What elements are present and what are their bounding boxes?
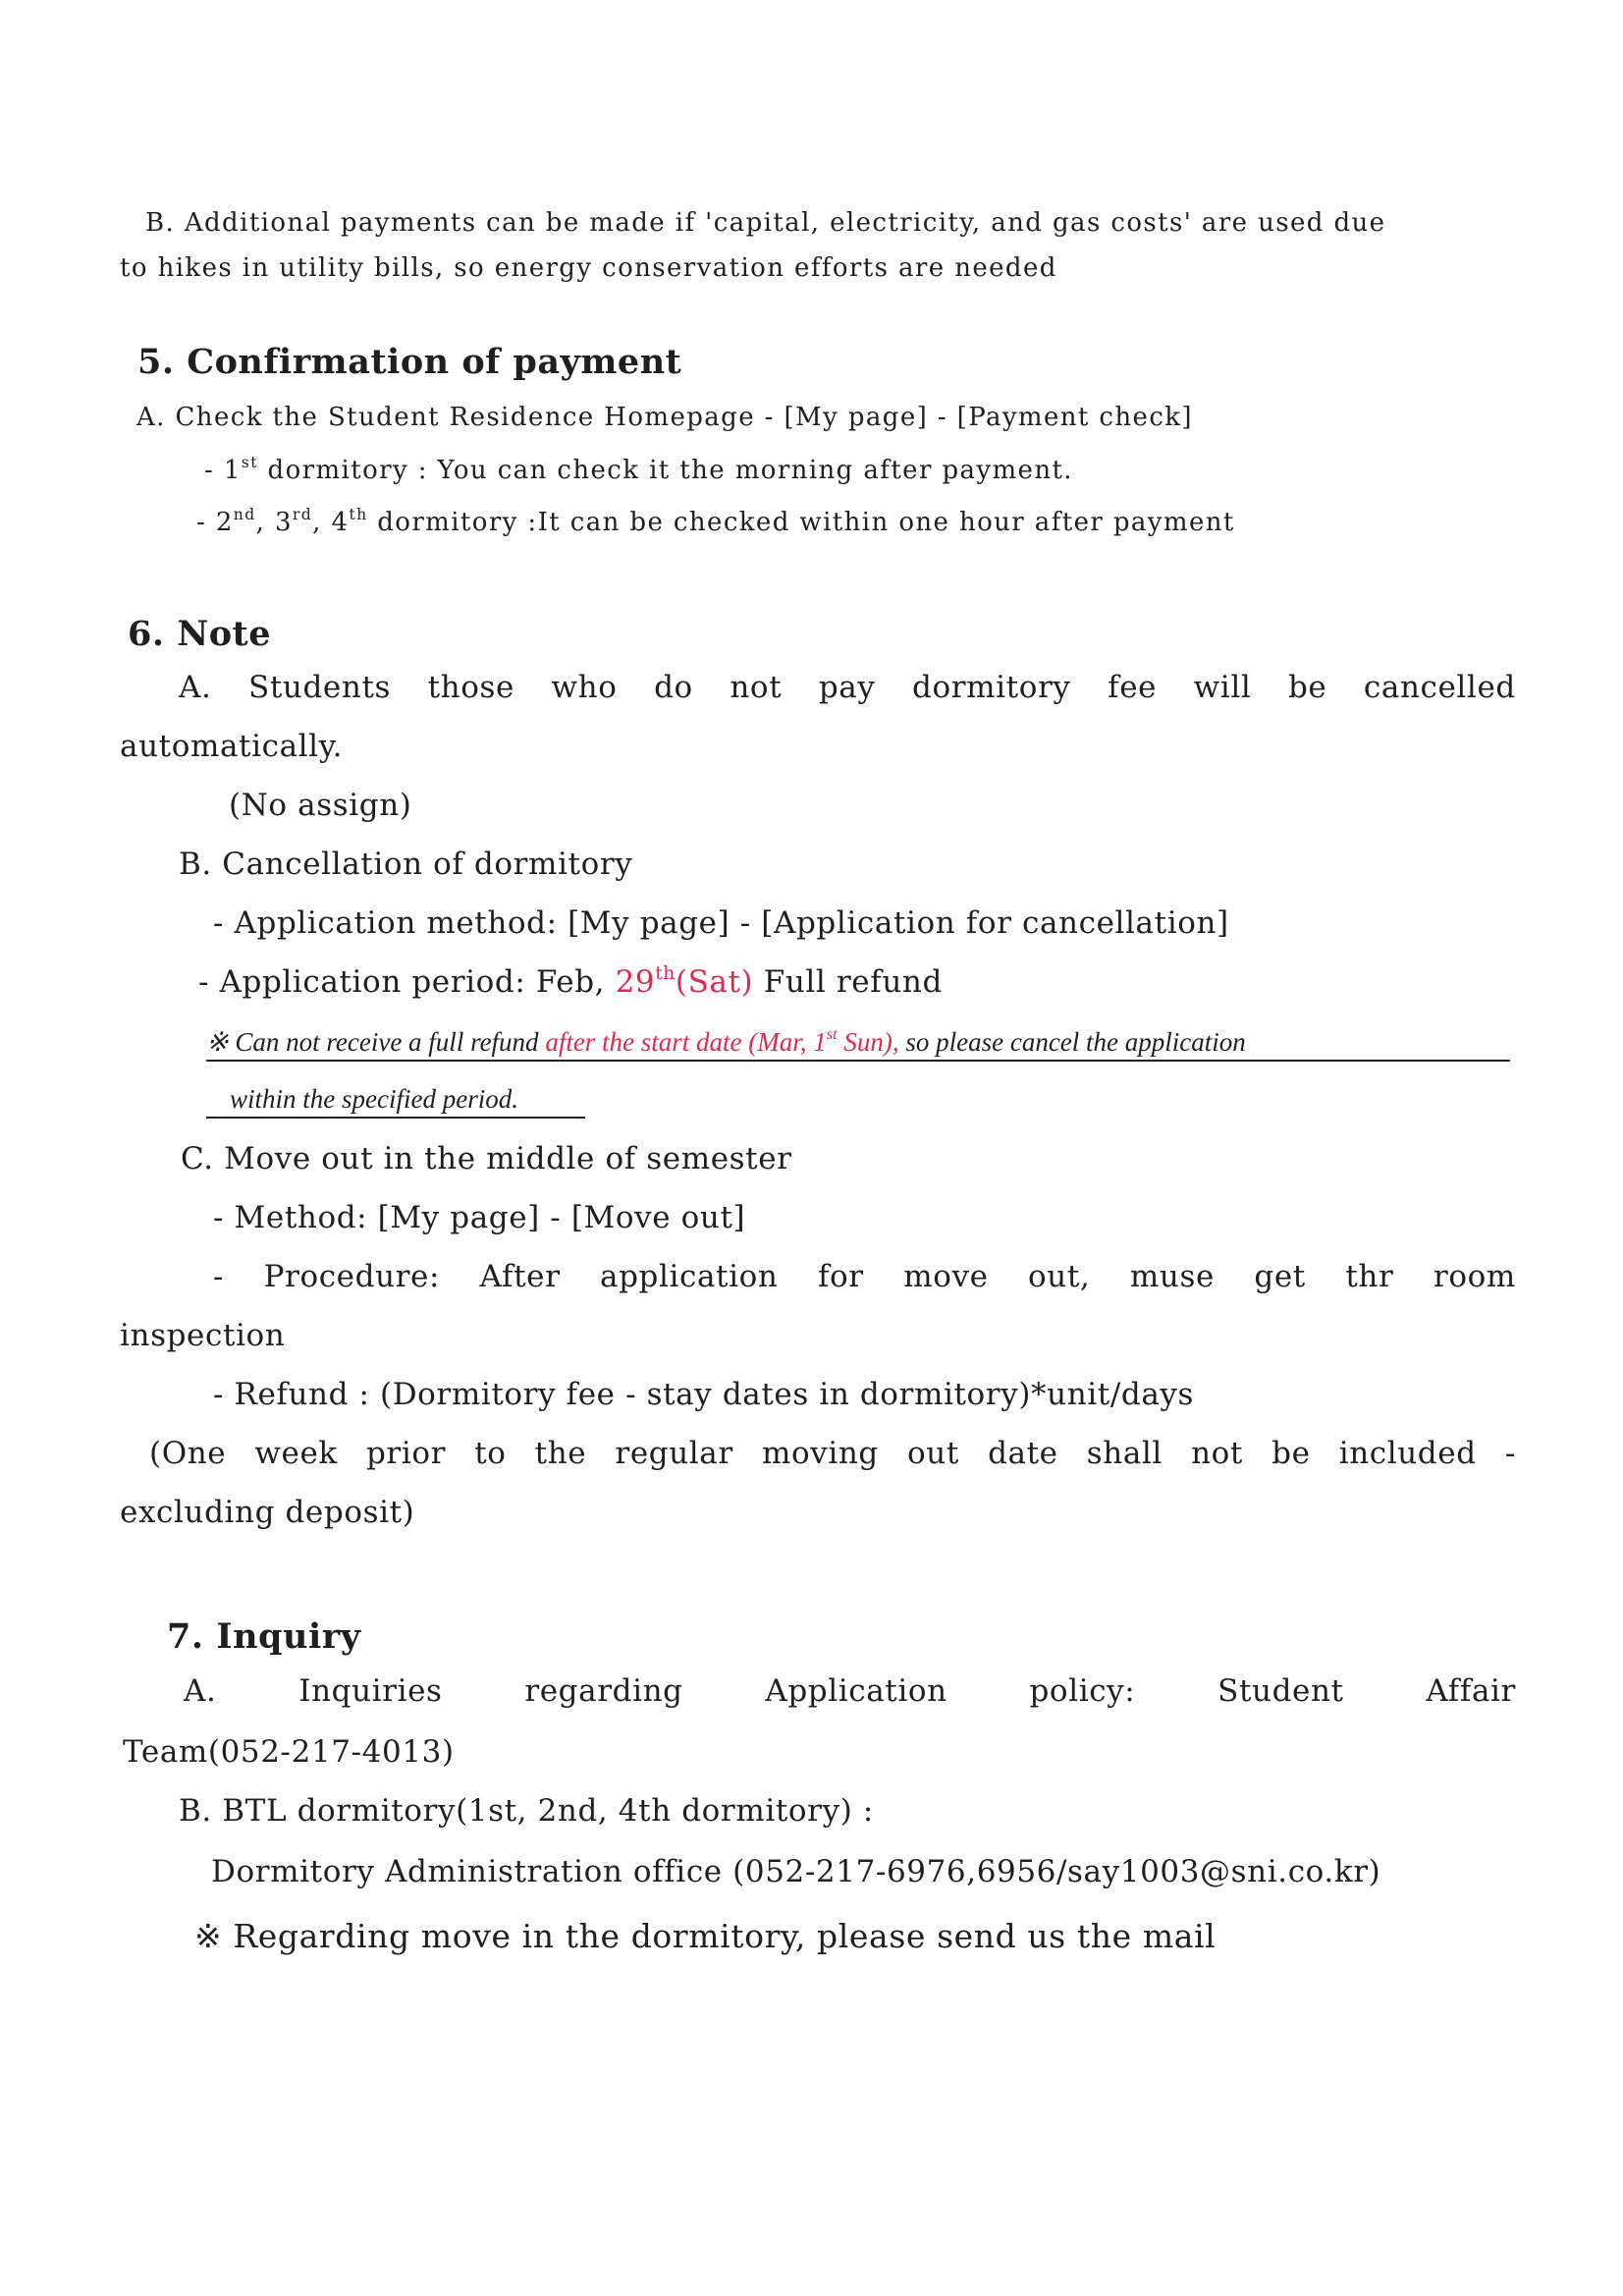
section-7-title: 7. Inquiry xyxy=(167,1616,361,1657)
warning-text: so please cancel the application xyxy=(898,1027,1246,1057)
word: Students xyxy=(248,670,392,705)
word: date xyxy=(988,1436,1058,1471)
section-5-title: 5. Confirmation of payment xyxy=(137,342,682,382)
word: to xyxy=(474,1436,507,1471)
sec6-b-period xyxy=(198,964,943,1000)
item-text: :It can be checked within one hour after payment xyxy=(517,508,1235,537)
sec6-c-refund: - Refund : (Dormitory fee - stay dates in dormitory)*unit/days xyxy=(213,1377,1195,1412)
word: out, xyxy=(1028,1259,1091,1294)
word: moving xyxy=(761,1436,879,1471)
warning-red xyxy=(545,1027,898,1057)
item-mid: , 3 xyxy=(255,508,293,537)
period-weekday: (Sat) xyxy=(675,964,754,1000)
word: pay xyxy=(818,670,876,705)
sec6-a-line3: (No assign) xyxy=(229,788,412,823)
refund-warning-line1 xyxy=(206,1027,1510,1062)
word: included xyxy=(1338,1436,1477,1471)
sec7-b-office: Dormitory Administration office (052-217-6976,6956/say1003@sni.co.kr) xyxy=(211,1854,1381,1889)
word: - xyxy=(1504,1436,1516,1471)
word: be xyxy=(1287,670,1327,705)
word: Inquiries xyxy=(298,1673,443,1709)
warning-red-text: after the start date (Mar, 1 xyxy=(545,1027,827,1057)
word: A. xyxy=(184,1673,217,1709)
item-mid: , 4 xyxy=(312,508,350,537)
sec6-c-method: - Method: [My page] - [Move out] xyxy=(213,1200,746,1235)
sec4-b-line1 xyxy=(145,208,1516,238)
word: policy: xyxy=(1029,1673,1136,1709)
section-6-title: 6. Note xyxy=(128,614,271,654)
period-prefix: - Application period: Feb, xyxy=(198,964,616,1000)
item-sup: st xyxy=(241,453,258,471)
word: room xyxy=(1433,1259,1516,1294)
word: those xyxy=(427,670,514,705)
word: Application xyxy=(765,1673,947,1709)
word: muse xyxy=(1129,1259,1215,1294)
sec7-a-line1 xyxy=(184,1673,1516,1709)
warning-red-text: Sun), xyxy=(837,1027,899,1057)
sec6-c-procedure-line1 xyxy=(213,1259,1516,1294)
sec5-item-2nd-3rd-4th-dormitory xyxy=(196,505,1235,537)
word: week xyxy=(254,1436,338,1471)
word: After xyxy=(479,1259,561,1294)
word: fee xyxy=(1108,670,1158,705)
sec6-b-title: B. Cancellation of dormitory xyxy=(179,847,633,882)
item-label: dormitory xyxy=(257,456,409,485)
word: not xyxy=(1191,1436,1243,1471)
warning-red-sup: st xyxy=(826,1025,838,1044)
word: will xyxy=(1193,670,1252,705)
word: Procedure: xyxy=(263,1259,441,1294)
period-suffix: Full refund xyxy=(753,964,943,1000)
word: Affair xyxy=(1426,1673,1516,1709)
word: cancelled xyxy=(1363,670,1516,705)
item-prefix: - 2 xyxy=(196,508,234,537)
item-sup: rd xyxy=(292,505,313,523)
item-sup: nd xyxy=(233,505,256,523)
sec6-c-title: C. Move out in the middle of semester xyxy=(181,1141,792,1176)
sec7-a-line2: Team(052-217-4013) xyxy=(123,1734,455,1770)
sec6-a-line2: automatically. xyxy=(120,729,344,764)
sec4-b-line2: to hikes in utility bills, so energy conservation efforts are needed xyxy=(120,253,1057,283)
item-label: dormitory xyxy=(367,508,518,537)
period-date xyxy=(616,964,754,1000)
word: out xyxy=(907,1436,959,1471)
word: (One xyxy=(149,1436,227,1471)
refund-warning-line2: within the specified period. xyxy=(206,1084,585,1119)
sec5-item-1st-dormitory xyxy=(204,453,1073,485)
item-sup: th xyxy=(349,505,368,523)
period-day: 29 xyxy=(615,964,656,1000)
sec7-b-note: ※ Regarding move in the dormitory, please send us the mail xyxy=(194,1917,1217,1955)
word: move xyxy=(903,1259,989,1294)
sec4-b-line1-text: B. Additional payments can be made if 'capital, electricity, and gas costs' are used due xyxy=(145,208,1386,238)
word: do xyxy=(654,670,693,705)
item-text: : You can check it the morning after payment. xyxy=(408,456,1073,485)
sec5-a: A. Check the Student Residence Homepage - [My page] - [Payment check] xyxy=(136,403,1193,432)
sec6-b-method: - Application method: [My page] - [Application for cancellation] xyxy=(213,905,1229,941)
period-day-sup: th xyxy=(655,962,676,984)
word: dormitory xyxy=(912,670,1071,705)
word: the xyxy=(534,1436,587,1471)
word: shall xyxy=(1086,1436,1163,1471)
word: regarding xyxy=(524,1673,683,1709)
word: thr xyxy=(1345,1259,1394,1294)
sec6-c-note-line2: excluding deposit) xyxy=(120,1495,415,1530)
sec6-a-line1 xyxy=(179,670,1516,705)
word: who xyxy=(551,670,618,705)
item-prefix: - 1 xyxy=(204,456,242,485)
word: regular xyxy=(615,1436,733,1471)
word: Student xyxy=(1217,1673,1344,1709)
word: - xyxy=(213,1259,225,1294)
word: for xyxy=(817,1259,864,1294)
word: be xyxy=(1271,1436,1311,1471)
word: not xyxy=(730,670,783,705)
sec6-c-procedure-line2: inspection xyxy=(120,1318,286,1353)
word: application xyxy=(600,1259,779,1294)
warning-text: ※ Can not receive a full refund xyxy=(206,1027,546,1057)
word: A. xyxy=(179,670,212,705)
sec6-c-note-line1 xyxy=(149,1436,1516,1471)
word: prior xyxy=(365,1436,447,1471)
sec7-b-title: B. BTL dormitory(1st, 2nd, 4th dormitory) : xyxy=(179,1793,874,1829)
word: get xyxy=(1254,1259,1306,1294)
